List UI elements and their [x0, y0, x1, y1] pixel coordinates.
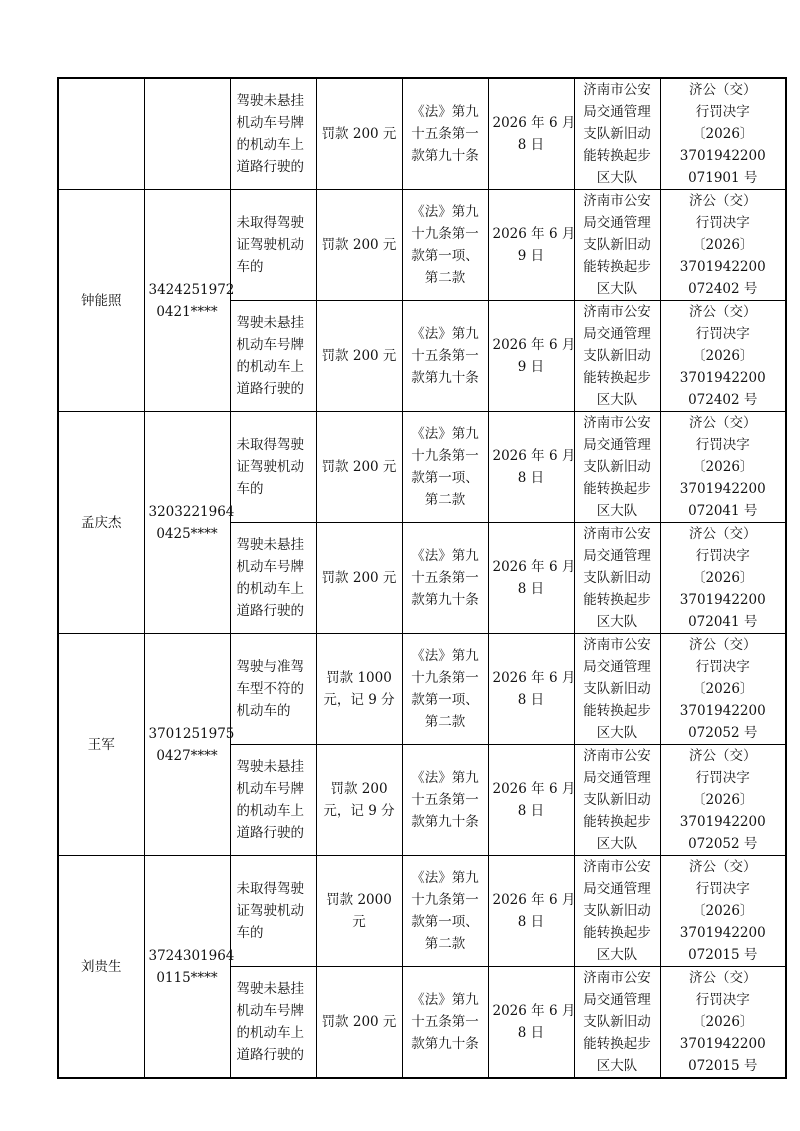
authority-cell: 济南市公安 局交通管理 支队新旧动 能转换起步 区大队	[574, 634, 660, 745]
penalty-cell: 罚款 200 元	[316, 523, 402, 634]
table-row	[58, 412, 786, 523]
id-cell	[144, 78, 230, 190]
date-cell: 2026 年 6 月 8 日	[488, 745, 574, 856]
law-cell: 《法》第九 十九条第一 款第一项、 第二款	[402, 634, 488, 745]
law-cell: 《法》第九 十九条第一 款第一项、 第二款	[402, 190, 488, 301]
decision-cell: 济公（交） 行罚决字 〔2026〕 3701942200 072015 号	[660, 967, 786, 1079]
date-cell: 2026 年 6 月 9 日	[488, 301, 574, 412]
table-row	[58, 856, 786, 967]
authority-cell: 济南市公安 局交通管理 支队新旧动 能转换起步 区大队	[574, 523, 660, 634]
law-cell: 《法》第九 十五条第一 款第九十条	[402, 745, 488, 856]
decision-cell: 济公（交） 行罚决字 〔2026〕 3701942200 071901 号	[660, 78, 786, 190]
date-cell: 2026 年 6 月 8 日	[488, 634, 574, 745]
decision-cell: 济公（交） 行罚决字 〔2026〕 3701942200 072402 号	[660, 190, 786, 301]
penalty-cell: 罚款 1000 元，记 9 分	[316, 634, 402, 745]
violation-cell: 驾驶未悬挂 机动车号牌 的机动车上 道路行驶的	[230, 523, 316, 634]
id-cell: 3424251972 0421****	[144, 190, 230, 412]
id-cell: 3724301964 0115****	[144, 856, 230, 1079]
penalty-table	[57, 77, 787, 1079]
violation-cell: 驾驶与准驾 车型不符的 机动车的	[230, 634, 316, 745]
date-cell: 2026 年 6 月 8 日	[488, 78, 574, 190]
decision-cell: 济公（交） 行罚决字 〔2026〕 3701942200 072052 号	[660, 634, 786, 745]
law-cell: 《法》第九 十九条第一 款第一项、 第二款	[402, 856, 488, 967]
penalty-cell: 罚款 200 元	[316, 301, 402, 412]
date-cell: 2026 年 6 月 8 日	[488, 967, 574, 1079]
penalty-cell: 罚款 200 元	[316, 412, 402, 523]
name-cell: 王军	[58, 634, 144, 856]
penalty-cell: 罚款 200 元，记 9 分	[316, 745, 402, 856]
law-cell: 《法》第九 十五条第一 款第九十条	[402, 301, 488, 412]
name-cell: 刘贵生	[58, 856, 144, 1079]
violation-cell: 驾驶未悬挂 机动车号牌 的机动车上 道路行驶的	[230, 967, 316, 1079]
law-cell: 《法》第九 十五条第一 款第九十条	[402, 78, 488, 190]
decision-cell: 济公（交） 行罚决字 〔2026〕 3701942200 072015 号	[660, 856, 786, 967]
violation-cell: 未取得驾驶 证驾驶机动 车的	[230, 856, 316, 967]
authority-cell: 济南市公安 局交通管理 支队新旧动 能转换起步 区大队	[574, 301, 660, 412]
authority-cell: 济南市公安 局交通管理 支队新旧动 能转换起步 区大队	[574, 78, 660, 190]
penalty-cell: 罚款 200 元	[316, 190, 402, 301]
authority-cell: 济南市公安 局交通管理 支队新旧动 能转换起步 区大队	[574, 412, 660, 523]
law-cell: 《法》第九 十五条第一 款第九十条	[402, 523, 488, 634]
law-cell: 《法》第九 十五条第一 款第九十条	[402, 967, 488, 1079]
penalty-cell: 罚款 2000 元	[316, 856, 402, 967]
law-cell: 《法》第九 十九条第一 款第一项、 第二款	[402, 412, 488, 523]
violation-cell: 驾驶未悬挂 机动车号牌 的机动车上 道路行驶的	[230, 745, 316, 856]
violation-cell: 未取得驾驶 证驾驶机动 车的	[230, 412, 316, 523]
id-cell: 3701251975 0427****	[144, 634, 230, 856]
date-cell: 2026 年 6 月 8 日	[488, 523, 574, 634]
decision-cell: 济公（交） 行罚决字 〔2026〕 3701942200 072041 号	[660, 523, 786, 634]
date-cell: 2026 年 6 月 8 日	[488, 412, 574, 523]
decision-cell: 济公（交） 行罚决字 〔2026〕 3701942200 072041 号	[660, 412, 786, 523]
table-row	[58, 190, 786, 301]
penalty-cell: 罚款 200 元	[316, 967, 402, 1079]
name-cell: 孟庆杰	[58, 412, 144, 634]
table-row	[58, 634, 786, 745]
authority-cell: 济南市公安 局交通管理 支队新旧动 能转换起步 区大队	[574, 190, 660, 301]
date-cell: 2026 年 6 月 9 日	[488, 190, 574, 301]
name-cell	[58, 78, 144, 190]
decision-cell: 济公（交） 行罚决字 〔2026〕 3701942200 072402 号	[660, 301, 786, 412]
date-cell: 2026 年 6 月 8 日	[488, 856, 574, 967]
authority-cell: 济南市公安 局交通管理 支队新旧动 能转换起步 区大队	[574, 745, 660, 856]
table-row	[58, 78, 786, 190]
authority-cell: 济南市公安 局交通管理 支队新旧动 能转换起步 区大队	[574, 856, 660, 967]
penalty-cell: 罚款 200 元	[316, 78, 402, 190]
decision-cell: 济公（交） 行罚决字 〔2026〕 3701942200 072052 号	[660, 745, 786, 856]
id-cell: 3203221964 0425****	[144, 412, 230, 634]
violation-cell: 驾驶未悬挂 机动车号牌 的机动车上 道路行驶的	[230, 301, 316, 412]
violation-cell: 驾驶未悬挂 机动车号牌 的机动车上 道路行驶的	[230, 78, 316, 190]
violation-cell: 未取得驾驶 证驾驶机动 车的	[230, 190, 316, 301]
authority-cell: 济南市公安 局交通管理 支队新旧动 能转换起步 区大队	[574, 967, 660, 1079]
name-cell: 钟能照	[58, 190, 144, 412]
